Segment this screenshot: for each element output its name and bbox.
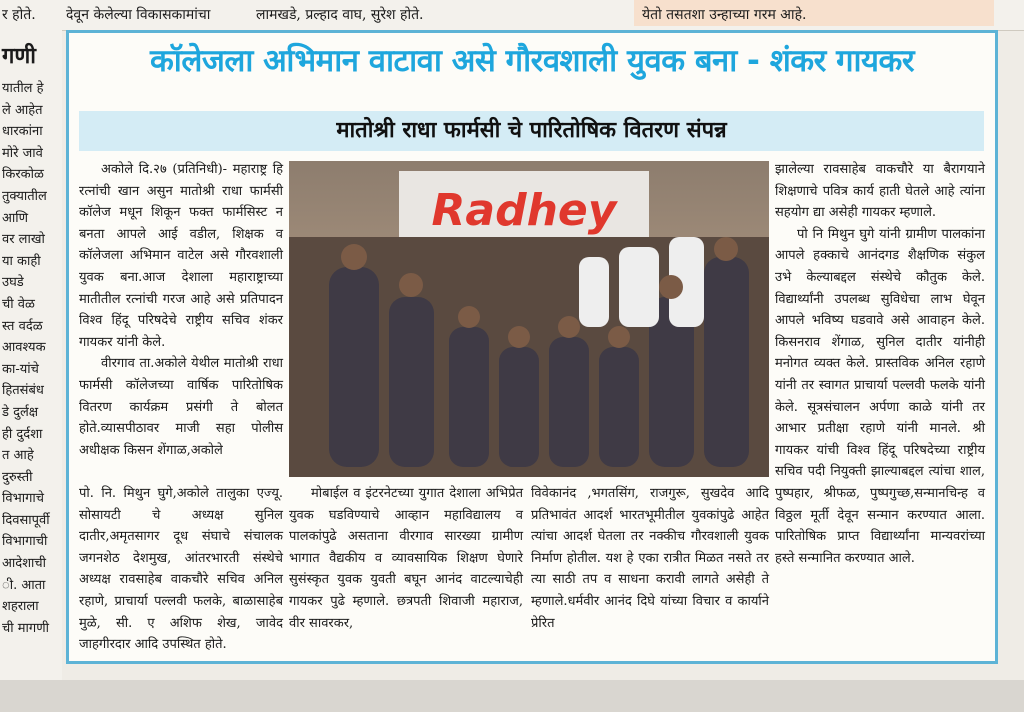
adjacent-line: मोरे जावे [2, 145, 43, 161]
adjacent-line: ले आहेत [2, 102, 43, 118]
adjacent-line: दिवसापूर्वी [2, 512, 50, 528]
adjacent-line: ही दुर्दशा [2, 426, 43, 442]
event-photo [289, 161, 769, 477]
paragraph-dignitaries: पो. नि. मिथुन घुगे,अकोले तालुका एज्यू. सोसायटी चे अध्यक्ष सुनिल दातीर,अमृतसागर दूध संघाचे संचालक जगनशेठ देशमुख, आंतरभारती संस्थेचे अध्यक्ष रावसाहेब वाकचौरे सचिव अनिल रहाणे, प्राचार्या पल्लवी फलके, बाळासाहेब मुळे, सी. ए अशिफ शेख, जावेद जाहगीरदार आदि उपस्थित होते. [79, 486, 283, 653]
article-subheadline: मातोश्री राधा फार्मसी चे पारितोषिक वितरण संपन्न [79, 111, 984, 151]
paragraph-guest-remarks: झालेल्या रावसाहेब वाकचौरे या बैरागयाने शिक्षणाचे पवित्र कार्य हाती घेतले आहे त्यांना सहयोग द्या असेही गायकर म्हणाले. [775, 162, 985, 221]
paragraph-event: वीरगाव ता.अकोले येथील मातोश्री राधा फार्मसी कॉलेजच्या वार्षिक पारितोषिक वितरण कार्यक्रम प्रसंगी ते बोलत होते.व्यासपीठावर माजी सहा पोलीस अधीक्षक किसन शेंगाळ,अकोले [79, 356, 283, 458]
adjacent-article-column [0, 30, 62, 680]
column-2 [289, 483, 523, 634]
column-4-top [775, 159, 985, 569]
column-1-top [79, 159, 283, 461]
top-strip-box [634, 0, 994, 26]
adjacent-heading: गणी [2, 44, 36, 69]
page-bottom-strip [0, 680, 1024, 712]
adjacent-line: त आहे [2, 448, 34, 464]
adjacent-text-lines [0, 78, 62, 639]
previous-page-strip [0, 0, 1024, 31]
column-3 [531, 483, 769, 634]
adjacent-line: यातील हे [2, 81, 44, 96]
article-headline: कॉलेजला अभिमान वाटावा असे गौरवशाली युवक बना - शंकर गायकर [149, 43, 915, 79]
adjacent-line: आणि [2, 210, 29, 226]
adjacent-line: धारकांना [2, 124, 43, 140]
top-strip-left: र होते. [2, 7, 36, 23]
group-of-students-image [289, 237, 769, 477]
adjacent-line: आदेशाची [2, 556, 47, 572]
adjacent-line: विभागाचे [2, 491, 45, 507]
adjacent-line: विभागाची [2, 534, 48, 550]
adjacent-line: का-यांचे [2, 361, 39, 377]
adjacent-line: आवश्यक [2, 340, 46, 356]
paragraph-youth: मोबाईल व इंटरनेटच्या युगात देशाला अभिप्रेत युवक घडविण्याचे आव्हान महाविद्यालय व पालकांपुढे असताना वीरगाव सारख्या ग्रामीण भागात वैद्यकीय व व्यावसायिक शिक्षण घेणारे सुसंस्कृत युवक युवती बघून आनंद वाटल्याचेही गायकर पुढे म्हणाले. छत्रपती शिवाजी महाराज, वीर सावरकर, [289, 486, 523, 631]
adjacent-line: तुक्यातील [2, 188, 47, 204]
adjacent-line: किरकोळ [2, 167, 44, 183]
adjacent-line: शहराला [2, 599, 39, 615]
paragraph-felicitation: पो नि मिथुन घुगे यांनी ग्रामीण पालकांना आपले हक्काचे आनंदगड शैक्षणिक संकुल उभे केल्याबद्दल संस्थेचे कौतुक केले. विद्यार्थ्यांनी उपलब्ध सुविधेचा लाभ घेवून आपले भविष्य घडवावे असे आवाहन केले. किसनराव शेंगाळ, सुनिल दातीर यांनीही मनोगत व्यक्त केले. प्रास्तविक अनिल रहाणे यांनी तर स्वागत प्राचार्या पल्लवी फलके यांनी केले. सूत्रसंचालन अर्पणा काळे यांनी तर आभार प्रतीक्षा रहाणे यांनी मानले. श्री गायकर यांची विश्व हिंदू परिषदेच्या राष्ट्रीय सचिव पदी नियुक्ती झाल्याबद्दल त्यांचा शाल, पुष्पहार, श्रीफळ, पुष्पगुच्छ,सन्मानचिन्ह व विठ्ठल मूर्ती देवून सन्मान करण्यात आला. पारितोषिक प्राप्त विद्यार्थ्यांना मान्यवरांच्या हस्ते सन्मानित करण्यात आले. [775, 226, 985, 566]
adjacent-line: ची मागणी [2, 620, 49, 636]
top-strip-mid2: लामखडे, प्रल्हाद वाघ, सुरेश होते. [256, 7, 424, 23]
paragraph-intro: अकोले दि.२७ (प्रतिनिधी)- महाराष्ट्र हि रत्नांची खान असुन मातोश्री राधा फार्मसी कॉलेज मधून शिकून फक्त फार्मसिस्ट न बनता आपले आई वडील, शिक्षक व कॉलेजला अभिमान वाटेल असे गौरवशाली युवक बना.आज देशाला महाराष्ट्राच्या मातीतील रत्नांची गरज आहे असे प्रतिपादन विश्व हिंदू परिषदेचे राष्ट्रीय सचिव शंकर गायकर यांनी केले. [79, 162, 283, 350]
top-strip-right: येतो तसतशा उन्हाच्या गरम आहे. [642, 7, 807, 23]
adjacent-line: उघडे [2, 275, 24, 291]
photo-banner: Radhey [399, 171, 649, 251]
adjacent-line: दुरुस्ती [2, 469, 33, 485]
adjacent-line: वर लाखो [2, 232, 45, 248]
column-1-bottom [79, 483, 283, 656]
news-article [66, 30, 998, 664]
adjacent-line: ी. आता [2, 577, 46, 593]
adjacent-line: स्त वर्दळ [2, 318, 43, 334]
adjacent-line: ची वेळ [2, 296, 35, 312]
adjacent-line: या काही [2, 253, 41, 269]
adjacent-line: हितसंबंध [2, 383, 44, 399]
top-strip-mid: देवून केलेल्या विकासकामांचा [66, 7, 211, 23]
adjacent-line: डे दुर्लक्ष [2, 404, 39, 420]
paragraph-ideals: विवेकानंद ,भगतसिंग, राजगुरू, सुखदेव आदि प्रतिभावंत आदर्श भारतभूमीतील युवकांपुढे आहेत त्यांचा आदर्श घेतला तर नक्कीच गौरवशाली युवक निर्माण होतील. यश हे एका रात्रीत मिळत नसते तर त्या साठी तप व साधना करावी लागते असेही ते म्हणाले.धर्मवीर आनंद दिघे यांच्या विचार व कार्याने प्रेरित [531, 486, 769, 631]
